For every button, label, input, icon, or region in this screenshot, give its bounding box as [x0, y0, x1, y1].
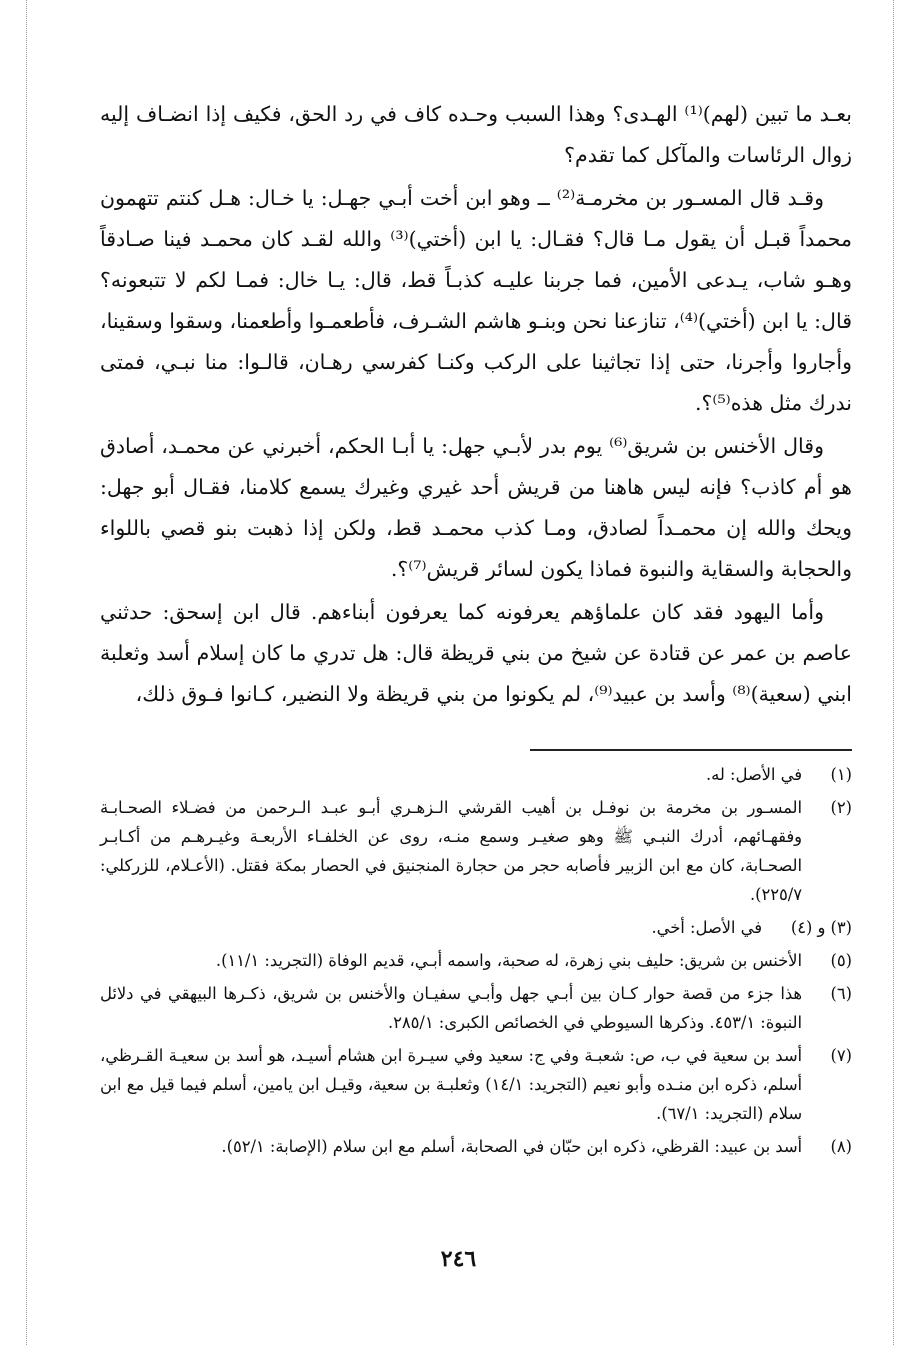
body-text: [100, 94, 852, 715]
footnote-number: (٢): [830, 798, 852, 817]
footnotes: [100, 760, 852, 1165]
paragraph: وقال الأخنس بن شريق⁽⁶⁾ يوم بدر لأبـي جهل: يا أبـا الحكم، أخبرني عن محمـد، أصادق هو أم كاذب؟ فإنه ليس هاهنا من قريش أحد غيري وغيرك يسمع كلامنا، فقـال أبو جهل: ويحك والله إن محمـداً لصادق، ومـا كذب محمـد قط، ولكن إذا ذهبت بنو قصي باللواء والحجابة والسقاية والنبوة فماذا يكون لسائر قريش⁽⁷⁾؟.: [100, 434, 852, 581]
footnote-item: [100, 913, 852, 942]
footnote-text: في الأصل: له.: [705, 765, 802, 784]
footnote-text: أسد بن عبيد: القرظي، ذكره ابن حبّان في الصحابة، أسلم مع ابن سلام (الإصابة: ٥٢/١).: [221, 1137, 802, 1156]
paragraph: وأما اليهود فقد كان علماؤهم يعرفونه كما يعرفون أبناءهم. قال ابن إسحق: حدثني عاصم بن عمر عن قتادة عن شيخ من بني قريظة قال: هل تدري ما كان إسلام أسد وثعلبة ابني (سعية)⁽⁸⁾ وأسد بن عبيد⁽⁹⁾، لم يكونوا من بني قريظة ولا النضير، كـانوا فـوق ذلك،: [100, 600, 852, 706]
right-margin-dots: [893, 0, 894, 1345]
footnote-separator: [530, 749, 852, 751]
paragraph: بعـد ما تبين (لهم)⁽¹⁾ الهـدى؟ وهذا السبب وحـده كاف في رد الحق، فكيف إذا انضـاف إليه زوال الرئاسات والمآكل كما تقدم؟: [100, 102, 852, 167]
footnote-item: [100, 979, 852, 1037]
footnote-number: (٧): [830, 1046, 852, 1065]
footnote-text: الأخنس بن شريق: حليف بني زهرة، له صحبة، واسمه أبـي، قديم الوفاة (التجريد: ١١/١).: [215, 951, 802, 970]
footnote-text: أسد بن سعية في ب، ص: شعبـة وفي ج: سعيد وفي سيـرة ابن هشام أسيـد، هو أسد بن سعيـة القـرظي، أسلم، ذكره ابن منـده وأبو نعيم (التجريد: ١٤/١) وثعلبـة بن سعية، وقيـل ابن يامين، أسلم فيما قيل مع ابن سلام (التجريد: ٦٧/١).: [100, 1046, 802, 1123]
footnote-number: (٨): [830, 1137, 852, 1156]
footnote-number: (١): [830, 765, 852, 784]
footnote-text: المسـور بن مخرمة بن نوفـل بن أهيب القرشي الـزهـري أبـو عبـد الـرحمن من فضـلاء الصحـابـة وفقهـائهم، أدرك النبـي ﷺ وهو صغيـر وسمع منـه، روى عن الخلفـاء الأربعـة وغيـرهـم من أكـابـر الصحـابة، كان مع ابن الزبير فأصابه حجر من حجارة المنجنيق في الحصار بمكة فقتل. (الأعـلام، للزركلي: ٢٢٥/٧).: [100, 798, 802, 904]
footnote-text: في الأصل: أخي.: [651, 918, 762, 937]
footnote-item: [100, 1041, 852, 1128]
footnote-item: [100, 1132, 852, 1161]
footnote-text: هذا جزء من قصة حوار كـان بين أبـي جهل وأبـي سفيـان والأخنس بن شريق، ذكـرها البيهقي في دلائل النبوة: ٤٥٣/١. وذكرها السيوطي في الخصائص الكبرى: ٢٨٥/١.: [100, 984, 802, 1032]
footnote-number: (٣) و (٤): [790, 918, 852, 937]
footnote-number: (٦): [830, 984, 852, 1003]
page-number: ٢٤٦: [440, 1246, 477, 1272]
footnote-item: [100, 946, 852, 975]
left-margin-dots: [26, 0, 27, 1345]
footnote-item: [100, 760, 852, 789]
footnote-number: (٥): [830, 951, 852, 970]
footnote-item: [100, 793, 852, 909]
paragraph: وقـد قال المسـور بن مخرمـة⁽²⁾ ــ وهو ابن أخت أبـي جهـل: يا خـال: هـل كنتم تتهمون محمداً قبـل أن يقول مـا قال؟ فقـال: يا ابن (أختي)⁽³⁾ والله لقـد كان محمـد فينا صـادقاً وهـو شاب، يـدعى الأمين، فما جربنا عليـه كذبـاً قط، قال: يـا خال: فمـا لكم لا تتبعونه؟ قال: يا ابن (أختي)⁽⁴⁾، تنازعنا نحن وبنـو هاشم الشـرف، فأطعمـوا وأطعمنا، وسقوا وسقينا، وأجاروا وأجرنا، حتى إذا تجاثينا على الركب وكنـا كفرسي رهـان، قالـوا: منا نبـي، فمتى ندرك مثل هذه⁽⁵⁾؟.: [100, 186, 853, 415]
